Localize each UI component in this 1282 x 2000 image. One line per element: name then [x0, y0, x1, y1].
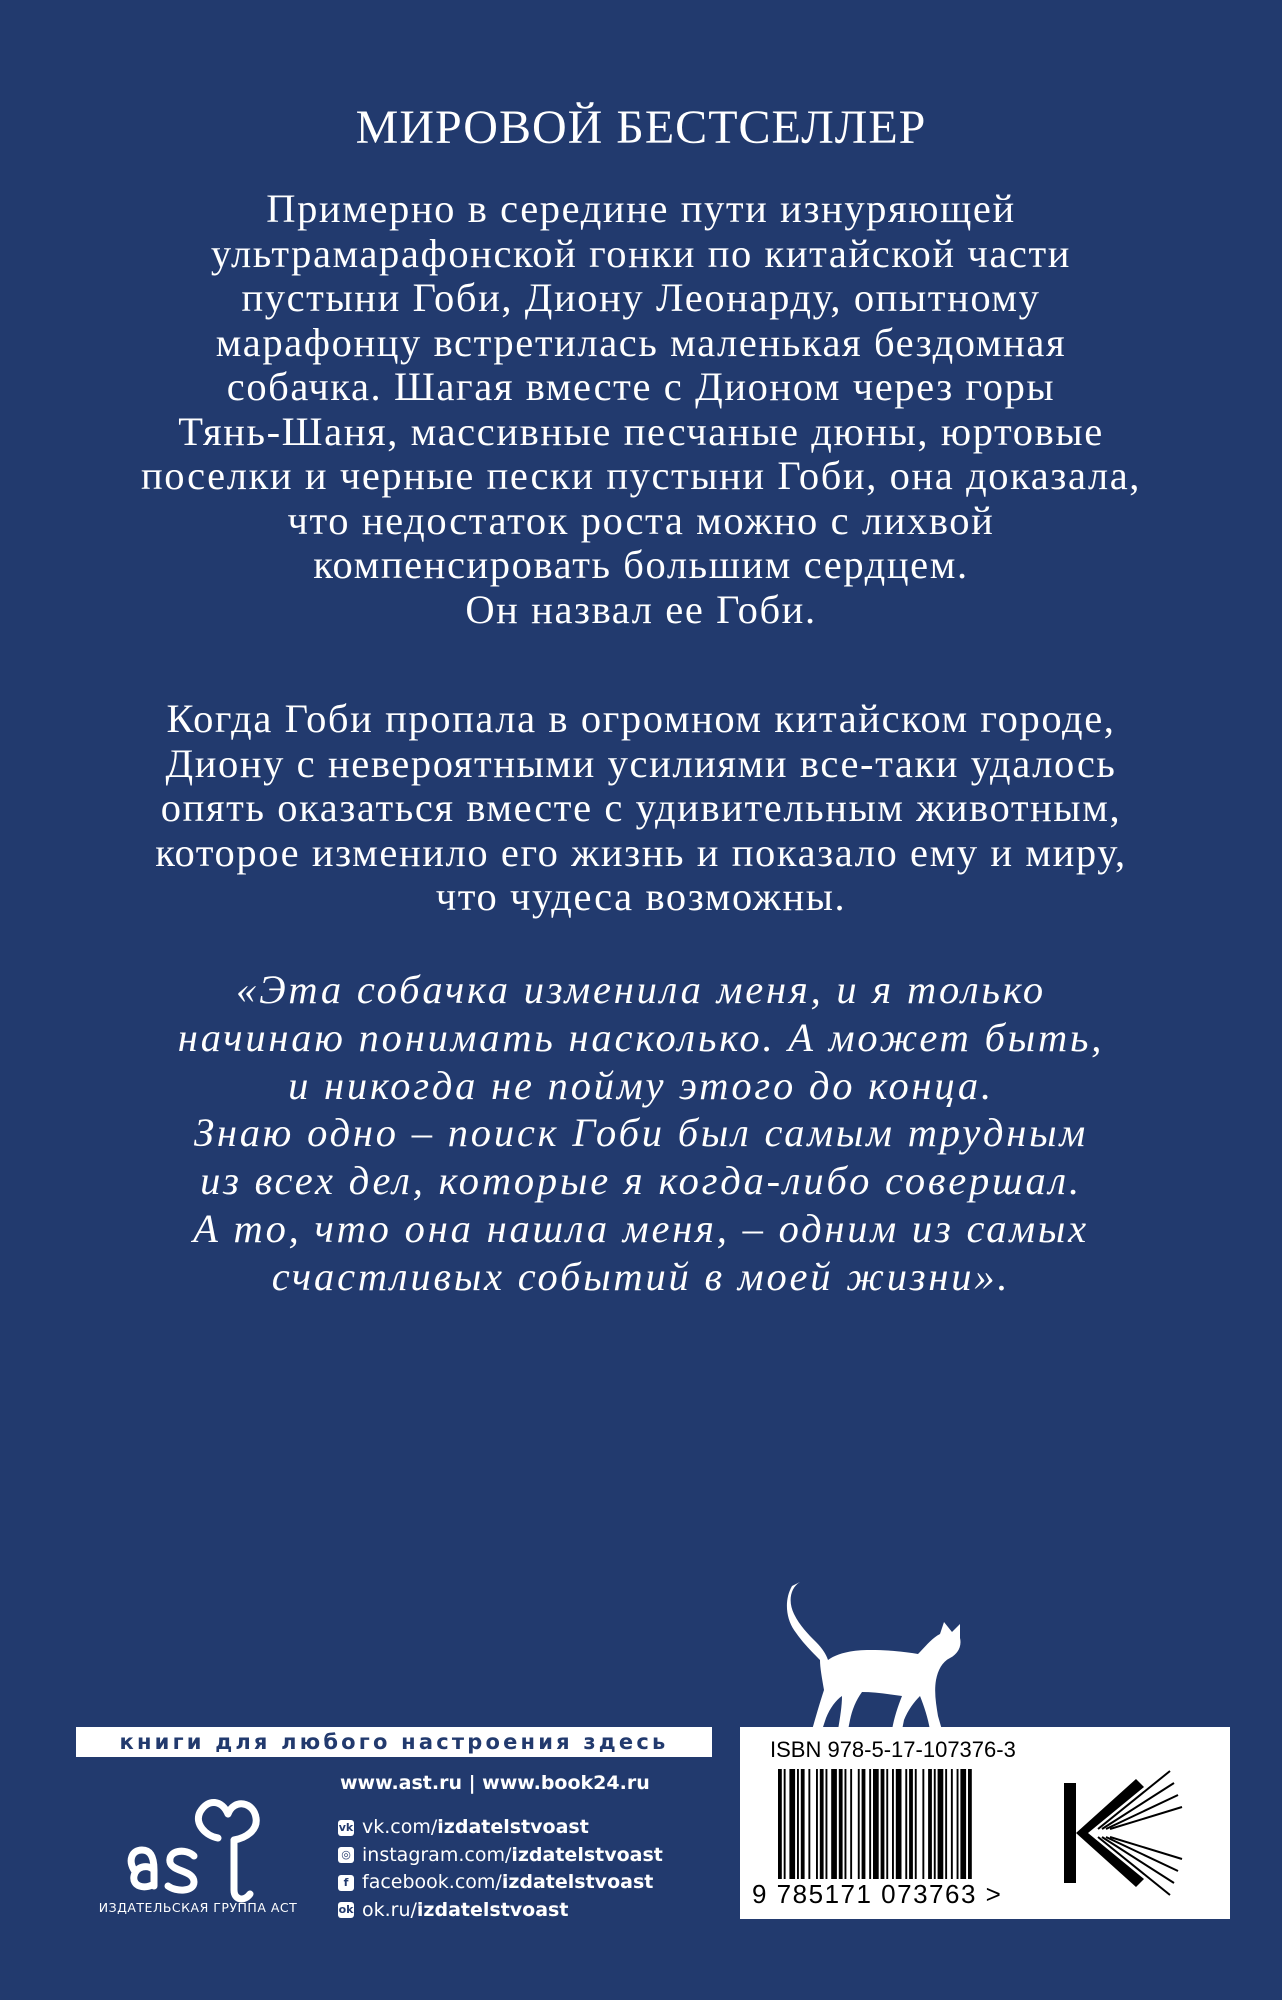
barcode-bar	[951, 1769, 953, 1879]
barcode-bar	[881, 1769, 885, 1879]
social-prefix: instagram.com/	[362, 1843, 512, 1866]
instagram-icon: ◎	[338, 1847, 354, 1863]
social-links	[338, 1814, 663, 1924]
social-link-vk[interactable]	[338, 1814, 663, 1842]
facebook-icon: f	[338, 1875, 354, 1891]
text-line: Когда Гоби пропала в огромном китайском городе,	[166, 696, 1116, 741]
text-line: собачка. Шагая вместе с Дионом через горы	[226, 364, 1056, 409]
text-line: «Эта собачка изменила меня, и я только	[236, 967, 1046, 1012]
publisher-k-logo-icon	[1058, 1763, 1198, 1903]
barcode-bar	[905, 1769, 907, 1879]
text-line: и никогда не пойму этого до конца.	[288, 1062, 994, 1108]
description-paragraph-2	[60, 697, 1222, 920]
barcode-bar	[784, 1769, 786, 1879]
barcode-bar	[820, 1769, 824, 1879]
publisher-websites: www.ast.ru | www.book24.ru	[340, 1772, 650, 1794]
ok-icon: ok	[338, 1903, 354, 1917]
text-line: марафонцу встретилась маленькая бездомная	[215, 319, 1067, 365]
barcode-bar	[778, 1769, 782, 1879]
text-line: поселки и черные пески пустыни Гоби, она доказала,	[140, 453, 1142, 498]
barcode-bar	[850, 1769, 852, 1879]
social-prefix: vk.com/	[362, 1816, 438, 1838]
barcode-bar	[922, 1769, 924, 1879]
social-link-facebook[interactable]	[338, 1869, 663, 1897]
barcode-bar	[873, 1769, 879, 1879]
barcode-bar	[826, 1769, 828, 1879]
barcode-icon	[778, 1769, 1078, 1879]
social-prefix: ok.ru/	[362, 1898, 417, 1921]
social-link-instagram[interactable]	[338, 1842, 663, 1870]
text-line: Диону с невероятными усилиями все-таки удалось	[165, 740, 1117, 786]
text-line: А то, что она нашла меня, – одним из самых	[193, 1205, 1089, 1251]
barcode-bar	[808, 1769, 810, 1879]
barcode-bar	[858, 1769, 860, 1879]
text-line: начинаю понимать насколько. А может быть,	[177, 1014, 1105, 1060]
barcode-bar	[831, 1769, 837, 1879]
social-link-ok[interactable]	[338, 1897, 663, 1925]
text-line: ультрамарафонской гонки по китайской части	[210, 230, 1072, 276]
barcode-bar	[968, 1769, 972, 1879]
barcode-bar	[886, 1769, 888, 1879]
text-line: что недостаток роста можно с лихвой	[287, 497, 995, 543]
social-handle: izdatelstvoast	[501, 1871, 654, 1893]
barcode-bar	[845, 1769, 847, 1879]
text-line: счастливых событий в моей жизни».	[271, 1253, 1011, 1299]
barcode-bar	[928, 1769, 932, 1879]
barcode-bar	[862, 1769, 866, 1879]
isbn-label: ISBN 978-5-17-107376-3	[770, 1737, 1016, 1762]
text-line: Знаю одно – поиск Гоби был самым трудным	[194, 1110, 1088, 1156]
text-line: Тянь-Шаня, массивные песчаные дюны, юртовые	[178, 408, 1104, 454]
barcode-bar	[938, 1769, 944, 1879]
social-prefix: facebook.com/	[362, 1871, 502, 1893]
text-line: опять оказаться вместе с удивительным животным,	[160, 785, 1122, 830]
description-paragraph-1	[60, 187, 1222, 632]
ast-logo-icon	[110, 1790, 300, 1910]
barcode-bar	[816, 1769, 818, 1879]
cat-silhouette-icon	[778, 1580, 988, 1730]
barcode-bar	[945, 1769, 947, 1879]
barcode-bar	[915, 1769, 917, 1879]
barcode-bar	[801, 1769, 805, 1879]
barcode-bar	[960, 1769, 966, 1879]
text-line: из всех дел, которые я когда-либо совершал.	[200, 1158, 1082, 1204]
text-line: Он назвал ее Гоби.	[465, 586, 817, 632]
heading: МИРОВОЙ БЕСТСЕЛЛЕР	[355, 101, 927, 154]
publisher-caption: ИЗДАТЕЛЬСКАЯ ГРУППА АСТ	[98, 1900, 298, 1915]
barcode-bar	[909, 1769, 913, 1879]
social-handle: izdatelstvoast	[437, 1816, 589, 1838]
barcode-bar	[797, 1769, 799, 1879]
barcode-bar	[934, 1769, 936, 1879]
social-handle: izdatelstvoast	[511, 1843, 663, 1866]
text-line: что чудеса возможны.	[435, 874, 847, 919]
social-handle: izdatelstvoast	[416, 1898, 569, 1921]
barcode-bar	[839, 1769, 843, 1879]
text-line: Примерно в середине пути изнуряющей	[266, 186, 1016, 231]
barcode-bar	[892, 1769, 894, 1879]
vk-icon: vk	[338, 1820, 354, 1834]
text-line: пустыни Гоби, Диону Леонарду, опытному	[241, 275, 1041, 320]
barcode-bar	[896, 1769, 902, 1879]
text-line: компенсировать большим сердцем.	[313, 542, 969, 587]
slogan-bar: книги для любого настроения здесь	[76, 1727, 712, 1757]
text-line: которое изменило его жизнь и показало ему и миру,	[155, 829, 1127, 875]
barcode-bar	[869, 1769, 871, 1879]
isbn-box	[740, 1727, 1230, 1919]
barcode-bar	[957, 1769, 959, 1879]
isbn-digits: 9 785171 073763 >	[752, 1879, 1003, 1909]
author-quote	[60, 966, 1222, 1301]
barcode-bar	[789, 1769, 795, 1879]
